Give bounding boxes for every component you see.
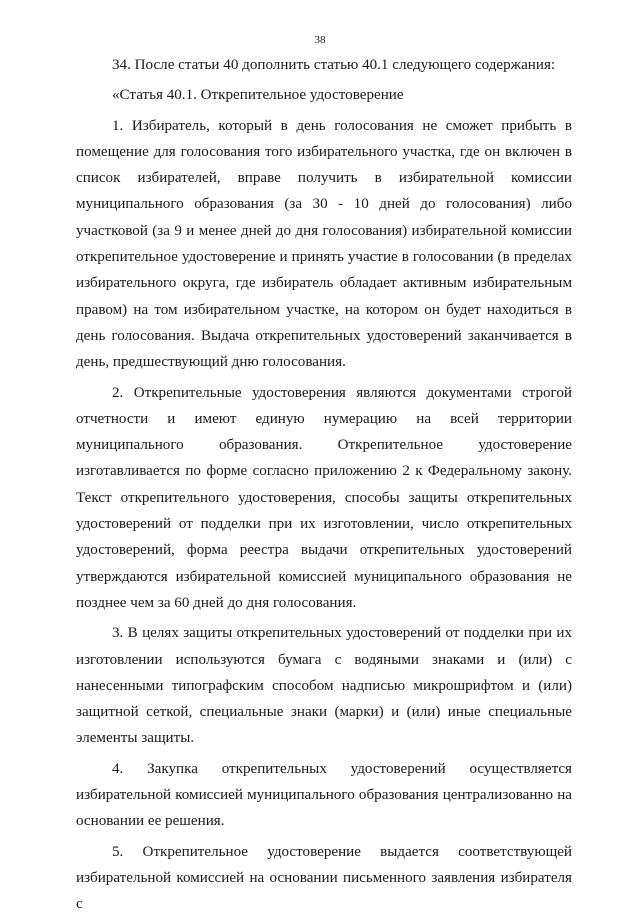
paragraph-5: 5. Открепительное удостоверение выдается соответствующей избирательной комиссией на основании письменного заявления избирателя с [76,843,572,913]
paragraph-3: 3. В целях защиты открепительных удостоверений от подделки при их изготовлении используются бумага с водяными знаками и (или) с нанесенными типографским способом надписью микрошрифтом и (или) защитной сеткой, специальные знаки (марки) и (или) иные специальные элементы защиты. [76,625,572,747]
article-heading: «Статья 40.1. Открепительное удостоверение [112,87,404,104]
page-number: 38 [314,34,326,46]
paragraph-4: 4. Закупка открепительных удостоверений осуществляется избирательной комиссией муниципального образования централизованно на основании ее решения. [76,760,572,830]
paragraph-2: 2. Открепительные удостоверения являются документами строгой отчетности и имеют единую нумерацию на всей территории муниципального образования. Открепительное удостоверение изготавливается по форме согласно приложению 2 к Федеральному закону. Текст открепительного удостоверения, способы защиты открепительных удостоверений от подделки при их изготовлении, число открепительных удостоверений, форма реестра выдачи открепительных удостоверений утверждаются избирательной комиссией муниципального образования не позднее чем за 60 дней до дня голосования. [76,384,572,611]
paragraph-1: 1. Избиратель, который в день голосования не сможет прибыть в помещение для голосования того избирательного участка, где он включен в список избирателей, вправе получить в избирательной комиссии муниципального образования (за 30 - 10 дней до голосования) либо участковой (за 9 и менее дней до дня голосования) избирательной комиссии открепительное удостоверение и принять участие в голосовании (в пределах избирательного округа, где избиратель обладает активным избирательным правом) на том избирательном участке, на котором он будет находиться в день голосования. Выдача открепительных удостоверений заканчивается в день, предшествующий дню голосования. [76,117,572,371]
amendment-intro: 34. После статьи 40 дополнить статью 40.1 следующего содержания: [112,57,556,73]
document-body [76,52,572,918]
